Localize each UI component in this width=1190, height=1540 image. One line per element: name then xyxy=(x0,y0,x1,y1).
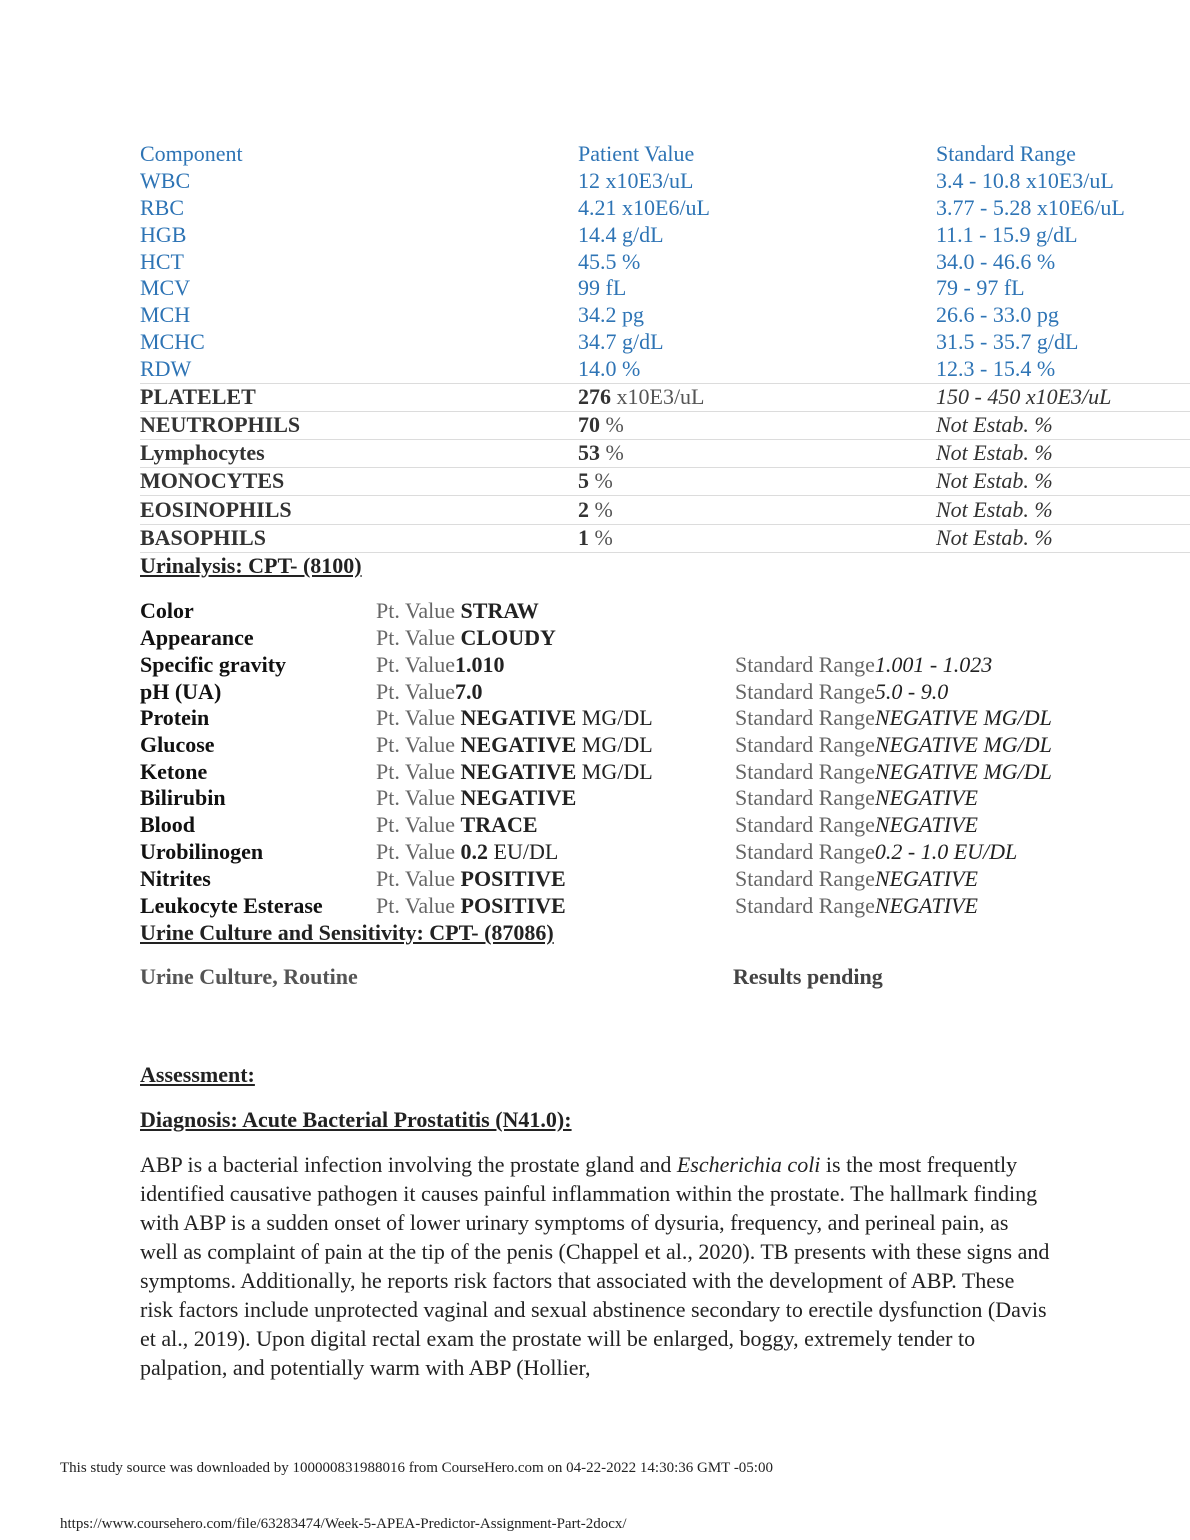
table-row xyxy=(140,732,1140,759)
patient-value: 99 fL xyxy=(578,275,627,300)
table-row xyxy=(140,705,1140,732)
standard-range-label: Standard Range xyxy=(735,732,875,757)
pt-value: CLOUDY xyxy=(460,625,556,650)
pt-value-unit: MG/DL xyxy=(576,759,653,784)
standard-range-value: NEGATIVE xyxy=(874,785,978,810)
standard-range: Not Estab. % xyxy=(936,497,1053,522)
pt-value-label: Pt. Value xyxy=(376,893,461,918)
standard-range: 34.0 - 46.6 % xyxy=(936,249,1056,274)
pathogen-name: Escherichia coli xyxy=(676,1152,821,1177)
ua-label: Ketone xyxy=(140,759,208,784)
pt-value-label: Pt. Value xyxy=(376,839,461,864)
standard-range: Not Estab. % xyxy=(936,468,1053,493)
patient-value-number: 276 xyxy=(578,384,611,409)
pt-value-unit: MG/DL xyxy=(576,732,653,757)
table-row xyxy=(140,302,1190,329)
standard-range: 11.1 - 15.9 g/dL xyxy=(936,222,1078,247)
standard-range: 26.6 - 33.0 pg xyxy=(936,302,1059,327)
pt-value: NEGATIVE xyxy=(460,732,577,757)
standard-range-label: Standard Range xyxy=(735,866,875,891)
standard-range: 150 - 450 x10E3/uL xyxy=(936,384,1112,409)
pt-value: NEGATIVE xyxy=(460,759,577,784)
standard-range-label: Standard Range xyxy=(735,705,875,730)
component-name: HCT xyxy=(140,249,184,274)
component-name: BASOPHILS xyxy=(140,525,266,550)
pt-value: STRAW xyxy=(460,598,539,623)
component-name: MONOCYTES xyxy=(140,468,285,493)
table-row xyxy=(140,839,1140,866)
pt-value: 1.010 xyxy=(455,652,505,677)
pt-value: POSITIVE xyxy=(460,866,566,891)
standard-range-value: 5.0 - 9.0 xyxy=(874,679,949,704)
standard-range-label: Standard Range xyxy=(735,759,875,784)
standard-range-label: Standard Range xyxy=(735,785,875,810)
pt-value-label: Pt. Value xyxy=(376,812,461,837)
table-row xyxy=(140,893,1140,920)
table-row xyxy=(140,222,1190,249)
assessment-paragraph xyxy=(140,1150,1050,1382)
standard-range-value: NEGATIVE xyxy=(874,866,978,891)
pt-value-unit: EU/DL xyxy=(488,839,559,864)
patient-value-number: 2 xyxy=(578,497,589,522)
pt-value-label: Pt. Value xyxy=(376,732,461,757)
table-row xyxy=(140,195,1190,222)
standard-range-value: NEGATIVE MG/DL xyxy=(874,705,1052,730)
component-name: MCHC xyxy=(140,329,205,354)
patient-value-number: 70 xyxy=(578,412,600,437)
table-row xyxy=(140,679,1140,706)
patient-value: 4.21 x10E6/uL xyxy=(578,195,710,220)
pt-value-label: Pt. Value xyxy=(376,866,461,891)
ua-label: Blood xyxy=(140,812,196,837)
standard-range-label: Standard Range xyxy=(735,652,875,677)
component-name: EOSINOPHILS xyxy=(140,497,292,522)
source-notice: This study source was downloaded by 100000831988016 from CourseHero.com on 04-22-2022 14:30:36 GMT -05:00 xyxy=(60,1460,773,1476)
component-name: Lymphocytes xyxy=(140,440,265,465)
table-row xyxy=(140,468,1190,496)
table-row xyxy=(140,812,1140,839)
standard-range: 3.4 - 10.8 x10E3/uL xyxy=(936,168,1114,193)
source-url[interactable]: https://www.coursehero.com/file/63283474/Week-5-APEA-Predictor-Assignment-Part-2docx/ xyxy=(60,1516,627,1532)
pt-value: 0.2 xyxy=(460,839,489,864)
patient-value-unit: % xyxy=(589,525,613,550)
patient-value: 14.4 g/dL xyxy=(578,222,664,247)
standard-range-label: Standard Range xyxy=(735,893,875,918)
component-name: RDW xyxy=(140,356,192,381)
standard-range-value: NEGATIVE xyxy=(874,812,978,837)
component-name: MCV xyxy=(140,275,191,300)
culture-title: Urine Culture and Sensitivity: CPT- (87086) xyxy=(140,920,554,945)
table-row xyxy=(140,440,1190,468)
pt-value-label: Pt. Value xyxy=(376,785,461,810)
ua-label: Protein xyxy=(140,705,210,730)
diagnosis-heading: Diagnosis: Acute Bacterial Prostatitis (N41.0): xyxy=(140,1107,572,1132)
patient-value-number: 53 xyxy=(578,440,600,465)
table-row xyxy=(140,759,1140,786)
patient-value-unit: % xyxy=(589,497,613,522)
table-row xyxy=(140,356,1190,384)
component-name: MCH xyxy=(140,302,191,327)
paragraph-text-rest: is the most frequently identified causative pathogen it causes painful inflammation within the prostate. The hallmark finding with ABP is a sudden onset of lower urinary symptoms of dysuria, frequency, and perineal pain, as well as complaint of pain at the tip of the penis (Chappel et al., 2020). TB presents with these signs and symptoms. Additionally, he reports risk factors that associated with the development of ABP. These risk factors include unprotected vaginal and sexual abstinence secondary to erectile dysfunction (Davis et al., 2019). Upon digital rectal exam the prostate will be enlarged, boggy, extremely tender to palpation, and potentially warm with ABP (Hollier, xyxy=(140,1152,1050,1380)
table-row xyxy=(140,625,1140,652)
standard-range: Not Estab. % xyxy=(936,440,1053,465)
header-standard-range: Standard Range xyxy=(936,141,1076,166)
table-row xyxy=(140,525,1190,553)
pt-value: POSITIVE xyxy=(460,893,566,918)
table-row xyxy=(140,329,1190,356)
ua-label: Appearance xyxy=(140,625,254,650)
table-row xyxy=(140,652,1140,679)
patient-value-unit: % xyxy=(600,412,624,437)
standard-range-label: Standard Range xyxy=(735,679,875,704)
table-row xyxy=(140,412,1190,440)
table-row xyxy=(140,785,1140,812)
ua-label: Nitrites xyxy=(140,866,211,891)
urinalysis-title: Urinalysis: CPT- (8100) xyxy=(140,553,362,578)
standard-range-value: NEGATIVE xyxy=(874,893,978,918)
component-name: PLATELET xyxy=(140,384,256,409)
patient-value-number: 5 xyxy=(578,468,589,493)
table-row xyxy=(140,249,1190,276)
standard-range-value: 1.001 - 1.023 xyxy=(874,652,993,677)
table-row xyxy=(140,168,1190,195)
ua-label: Color xyxy=(140,598,194,623)
paragraph-text-start: ABP is a bacterial infection involving the prostate gland and xyxy=(140,1152,677,1177)
pt-value-label: Pt. Value xyxy=(376,679,456,704)
pt-value-label: Pt. Value xyxy=(376,652,456,677)
patient-value: 45.5 % xyxy=(578,249,641,274)
ua-label: Urobilinogen xyxy=(140,839,264,864)
pt-value-label: Pt. Value xyxy=(376,625,461,650)
standard-range: 31.5 - 35.7 g/dL xyxy=(936,329,1079,354)
standard-range: 79 - 97 fL xyxy=(936,275,1025,300)
standard-range: 12.3 - 15.4 % xyxy=(936,356,1056,381)
assessment-heading: Assessment: xyxy=(140,1062,255,1087)
pt-value: NEGATIVE xyxy=(460,705,577,730)
patient-value: 34.7 g/dL xyxy=(578,329,664,354)
patient-value: 14.0 % xyxy=(578,356,641,381)
table-row xyxy=(140,866,1140,893)
standard-range: Not Estab. % xyxy=(936,412,1053,437)
table-row xyxy=(140,598,1140,625)
pt-value: 7.0 xyxy=(455,679,483,704)
table-row xyxy=(140,384,1190,412)
pt-value-label: Pt. Value xyxy=(376,759,461,784)
patient-value: 34.2 pg xyxy=(578,302,644,327)
culture-label: Urine Culture, Routine xyxy=(140,964,358,989)
ua-label: Bilirubin xyxy=(140,785,226,810)
patient-value-number: 1 xyxy=(578,525,589,550)
table-row xyxy=(140,275,1190,302)
standard-range-value: NEGATIVE MG/DL xyxy=(874,759,1052,784)
pt-value-label: Pt. Value xyxy=(376,598,461,623)
ua-label: pH (UA) xyxy=(140,679,222,704)
standard-range-label: Standard Range xyxy=(735,812,875,837)
table-row xyxy=(140,497,1190,525)
standard-range: 3.77 - 5.28 x10E6/uL xyxy=(936,195,1125,220)
ua-label: Leukocyte Esterase xyxy=(140,893,323,918)
header-patient-value: Patient Value xyxy=(578,141,695,166)
component-name: WBC xyxy=(140,168,191,193)
component-name: NEUTROPHILS xyxy=(140,412,301,437)
ua-label: Specific gravity xyxy=(140,652,287,677)
patient-value: 12 x10E3/uL xyxy=(578,168,694,193)
standard-range-value: NEGATIVE MG/DL xyxy=(874,732,1052,757)
pt-value: NEGATIVE xyxy=(460,785,577,810)
ua-label: Glucose xyxy=(140,732,215,757)
patient-value-unit: % xyxy=(600,440,624,465)
standard-range: Not Estab. % xyxy=(936,525,1053,550)
component-name: RBC xyxy=(140,195,185,220)
header-component: Component xyxy=(140,141,243,166)
standard-range-label: Standard Range xyxy=(735,839,875,864)
patient-value-unit: x10E3/uL xyxy=(611,384,705,409)
pt-value-label: Pt. Value xyxy=(376,705,461,730)
standard-range-value: 0.2 - 1.0 EU/DL xyxy=(874,839,1018,864)
component-name: HGB xyxy=(140,222,187,247)
pt-value-unit: MG/DL xyxy=(576,705,653,730)
patient-value-unit: % xyxy=(589,468,613,493)
culture-result: Results pending xyxy=(733,964,883,989)
pt-value: TRACE xyxy=(460,812,538,837)
